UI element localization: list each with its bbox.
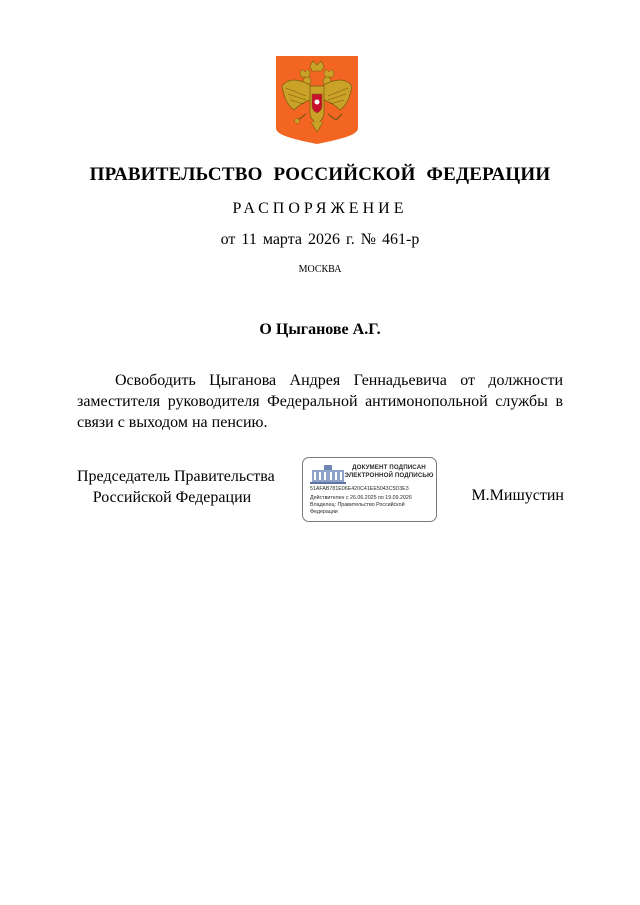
document-date-number: от 11 марта 2026 г. № 461-р xyxy=(220,231,420,248)
coat-of-arms-emblem xyxy=(276,56,358,144)
electronic-signature-stamp xyxy=(302,457,437,522)
government-title: ПРАВИТЕЛЬСТВО РОССИЙСКОЙ ФЕДЕРАЦИИ xyxy=(89,164,551,185)
russian-coat-of-arms-icon xyxy=(276,56,358,144)
body-paragraph: Освободить Цыганова Андрея Геннадьевича от должности заместителя руководителя Федеральной антимонопольной службы в связи с выходом на пенсию. xyxy=(77,372,563,431)
signer-position xyxy=(77,466,275,508)
stamp-certificate-serial: 51AFAB781E06E420C41EE5043C5D3E3 xyxy=(310,486,409,492)
document-city: МОСКВА xyxy=(298,264,342,275)
signer-position-line2: Российской Федерации xyxy=(92,489,252,506)
signer-name: М.Мишустин xyxy=(471,487,564,504)
stamp-validity-period: Действителен с 26.06.2025 по 19.09.2026 xyxy=(310,495,412,501)
signer-position-line1: Председатель Правительства xyxy=(77,468,275,485)
document-body xyxy=(77,370,563,433)
stamp-owner: Владелец: Правительство Российской Федерации xyxy=(310,502,405,515)
government-building-icon xyxy=(310,464,346,484)
document-subject: О Цыганове А.Г. xyxy=(259,321,381,338)
document-type: РАСПОРЯЖЕНИЕ xyxy=(232,200,408,217)
stamp-title: ДОКУМЕНТ ПОДПИСАН ЭЛЕКТРОННОЙ ПОДПИСЬЮ xyxy=(344,464,434,479)
